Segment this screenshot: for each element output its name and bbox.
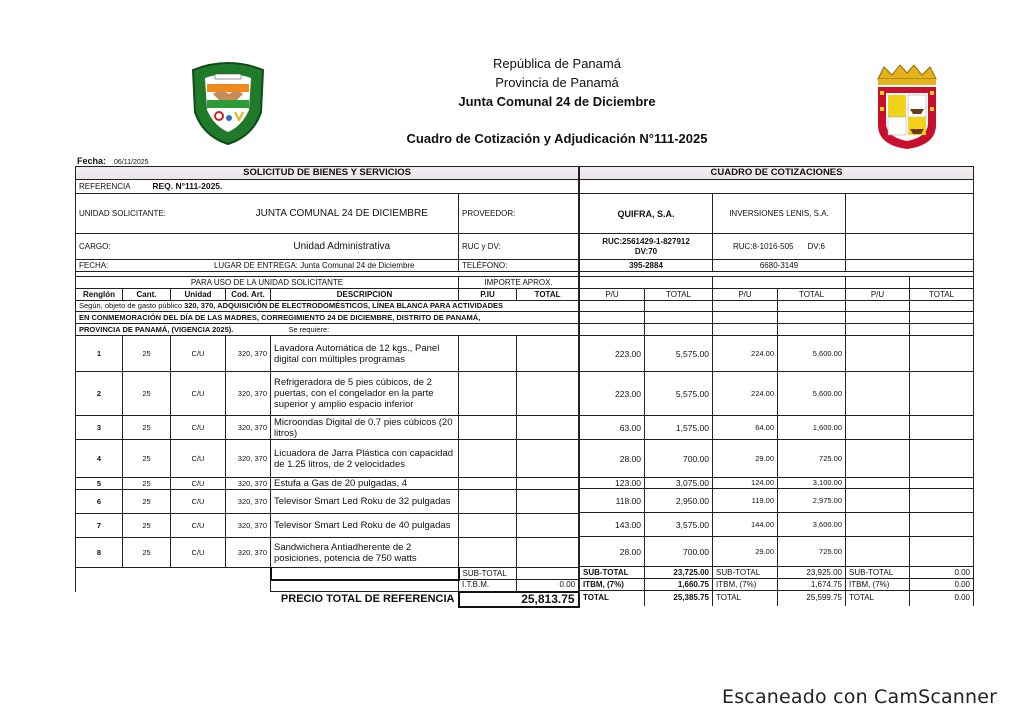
p3-itbm-label: ITBM, (7%) — [846, 579, 910, 591]
item-description: Licuadora de Jarra Plástica con capacidad de 1.25 litros, de 2 velocidades — [271, 440, 459, 478]
p3-unit-price — [846, 336, 910, 372]
p2-line-total: 3,100.00 — [778, 478, 846, 489]
p3-line-total — [910, 440, 974, 478]
header-entity: Junta Comunal 24 de Diciembre — [458, 94, 656, 109]
p2-grand-total: 25,599.75 — [778, 591, 846, 606]
ruc-label: RUC y DV: — [459, 234, 579, 260]
total-row — [580, 591, 974, 606]
item-pu-aprox — [459, 478, 517, 490]
col-p1-pu: P/U — [580, 289, 645, 301]
proveedor-label: PROVEEDOR: — [459, 194, 579, 234]
se-requiere: Se requiere: — [288, 324, 330, 334]
item-unidad: C/U — [171, 336, 226, 372]
quote-row — [580, 416, 974, 440]
p3-line-total — [910, 489, 974, 513]
provider-3-name — [846, 194, 974, 234]
item-cant: 25 — [123, 478, 171, 490]
p1-unit-price: 28.00 — [580, 440, 645, 478]
item-unidad: C/U — [171, 440, 226, 478]
p1-line-total: 5,575.00 — [645, 336, 713, 372]
p2-unit-price: 224.00 — [713, 372, 778, 416]
itbm-label: I.T.B.M. — [459, 580, 517, 592]
cotizaciones-table — [579, 166, 974, 606]
p2-line-total: 5,600.00 — [778, 336, 846, 372]
p1-subtotal: 23,725.00 — [645, 567, 713, 579]
p1-line-total: 3,575.00 — [645, 513, 713, 537]
quote-row — [580, 489, 974, 513]
objeto-gasto-line2: EN CONMEMORACIÓN DEL DÍA DE LAS MADRES, CORREGIMIENTO 24 DE DICIEMBRE, DISTRITO DE PANAMÁ, — [76, 312, 579, 324]
item-renglon: 2 — [76, 372, 123, 416]
provider-1-name: QUIFRA, S.A. — [580, 194, 713, 234]
subtotal-value — [517, 568, 579, 580]
item-cod-art: 320, 370 — [226, 490, 271, 514]
item-unidad: C/U — [171, 490, 226, 514]
p2-unit-price: 29.00 — [713, 537, 778, 567]
p1-unit-price: 123.00 — [580, 478, 645, 489]
col-p2-pu: P/U — [713, 289, 778, 301]
dv-value: DV:6 — [807, 241, 825, 251]
item-unidad: C/U — [171, 372, 226, 416]
p3-line-total — [910, 416, 974, 440]
item-cant: 25 — [123, 440, 171, 478]
blank-row — [580, 180, 974, 194]
item-total-aprox — [517, 538, 579, 568]
subtotal-label: SUB-TOTAL — [459, 568, 517, 580]
item-cant: 25 — [123, 514, 171, 538]
blank-cell — [910, 277, 974, 289]
p2-unit-price: 144.00 — [713, 513, 778, 537]
item-total-aprox — [517, 490, 579, 514]
item-row — [76, 490, 579, 514]
p3-unit-price — [846, 416, 910, 440]
item-unidad: C/U — [171, 538, 226, 568]
lugar-entrega: LUGAR DE ENTREGA: Junta Comunal 24 de Diciembre — [171, 260, 459, 272]
item-description: Sandwichera Antiadherente de 2 posiciones, potencia de 750 watts — [271, 538, 459, 568]
importe-aprox-label: IMPORTE APROX. — [459, 277, 579, 289]
quote-row — [580, 372, 974, 416]
p1-line-total: 1,575.00 — [645, 416, 713, 440]
cargo-label: CARGO: — [76, 234, 226, 260]
unidad-solicitante-value: JUNTA COMUNAL 24 DE DICIEMBRE — [226, 194, 459, 234]
p3-line-total — [910, 372, 974, 416]
p2-unit-price: 64.00 — [713, 416, 778, 440]
p2-subtotal-label: SUB-TOTAL — [713, 567, 778, 579]
item-pu-aprox — [459, 416, 517, 440]
p2-subtotal: 23,925.00 — [778, 567, 846, 579]
col-cod-art: Cod. Art. — [226, 289, 271, 301]
p1-unit-price: 118.00 — [580, 489, 645, 513]
blank-cell — [580, 277, 713, 289]
p1-line-total: 5,575.00 — [645, 372, 713, 416]
precio-total-label: PRECIO TOTAL DE REFERENCIA — [280, 593, 455, 606]
solicitud-table — [75, 166, 580, 608]
p1-itbm-label: ITBM, (7%) — [580, 579, 645, 591]
p2-line-total: 725.00 — [778, 440, 846, 478]
cargo-value: Unidad Administrativa — [226, 234, 459, 260]
fecha-value: 06/11/2025 — [114, 159, 149, 166]
col-p3-total: TOTAL — [910, 289, 974, 301]
p3-total-label: TOTAL — [846, 591, 910, 606]
blank-cell — [76, 568, 271, 580]
item-total-aprox — [517, 416, 579, 440]
item-pu-aprox — [459, 490, 517, 514]
col-descripcion: DESCRIPCION — [271, 289, 459, 301]
p3-unit-price — [846, 372, 910, 416]
p1-line-total: 3,075.00 — [645, 478, 713, 489]
p3-unit-price — [846, 489, 910, 513]
solicitud-title: SOLICITUD DE BIENES Y SERVICIOS — [76, 167, 579, 180]
p1-grand-total: 25,385.75 — [645, 591, 713, 606]
item-unidad: C/U — [171, 514, 226, 538]
fecha-field — [77, 156, 149, 166]
p2-line-total: 2,975.00 — [778, 489, 846, 513]
item-cod-art: 320, 370 — [226, 372, 271, 416]
item-pu-aprox — [459, 372, 517, 416]
p3-unit-price — [846, 513, 910, 537]
item-row — [76, 478, 579, 490]
p2-total-label: TOTAL — [713, 591, 778, 606]
blank-cell — [713, 277, 846, 289]
p2-unit-price: 224.00 — [713, 336, 778, 372]
item-row — [76, 440, 579, 478]
col-renglon: Renglón — [76, 289, 123, 301]
itbm-row — [580, 579, 974, 591]
p1-subtotal-label: SUB-TOTAL — [580, 567, 645, 579]
blank-cell — [846, 277, 910, 289]
provider-3-telefono — [846, 260, 974, 272]
item-total-aprox — [517, 514, 579, 538]
camscanner-watermark: Escaneado con CamScanner — [722, 686, 998, 708]
p2-itbm: 1,674.75 — [778, 579, 846, 591]
blank-desc-cell — [271, 580, 459, 592]
item-cod-art: 320, 370 — [226, 538, 271, 568]
item-renglon: 5 — [76, 478, 123, 490]
provider-2-name: INVERSIONES LENIS, S.A. — [713, 194, 846, 234]
item-row — [76, 538, 579, 568]
item-pu-aprox — [459, 336, 517, 372]
item-cod-art: 320, 370 — [226, 514, 271, 538]
provider-1-telefono: 395-2884 — [580, 260, 713, 272]
p1-total-label: TOTAL — [580, 591, 645, 606]
fecha-label: Fecha: — [77, 156, 107, 166]
item-pu-aprox — [459, 538, 517, 568]
vigencia: PROVINCIA DE PANAMÁ, (VIGENCIA 2025). — [79, 324, 234, 334]
p3-line-total — [910, 537, 974, 567]
item-cant: 25 — [123, 538, 171, 568]
item-renglon: 1 — [76, 336, 123, 372]
subtotal-row — [580, 567, 974, 579]
document-title: Cuadro de Cotización y Adjudicación N°111-2025 — [406, 131, 708, 146]
p1-line-total: 700.00 — [645, 537, 713, 567]
p2-unit-price: 119.00 — [713, 489, 778, 513]
item-description: Estufa a Gas de 20 pulgadas, 4 — [271, 478, 459, 490]
blank-cell — [76, 580, 271, 592]
item-renglon: 8 — [76, 538, 123, 568]
item-total-aprox — [517, 478, 579, 490]
item-cant: 25 — [123, 490, 171, 514]
blank-desc-cell — [271, 568, 459, 580]
unidad-solicitante-label: UNIDAD SOLICITANTE: — [76, 194, 226, 234]
uso-unidad-label: PARA USO DE LA UNIDAD SOLICITANTE — [76, 277, 459, 289]
item-cant: 25 — [123, 336, 171, 372]
p3-line-total — [910, 513, 974, 537]
col-pu: P.IU — [459, 289, 517, 301]
item-row — [76, 336, 579, 372]
provider-3-ruc — [846, 234, 974, 260]
p1-unit-price: 63.00 — [580, 416, 645, 440]
provider-1-ruc — [580, 234, 713, 260]
item-cant: 25 — [123, 416, 171, 440]
item-description: Microondas Digital de 0.7 pies cúbicos (20 litros) — [271, 416, 459, 440]
p2-line-total: 5,600.00 — [778, 372, 846, 416]
p1-unit-price: 223.00 — [580, 336, 645, 372]
p3-unit-price — [846, 537, 910, 567]
p2-line-total: 1,600.00 — [778, 416, 846, 440]
ruc-value: RUC:2561429-1-827912 — [602, 236, 690, 246]
item-description: Televisor Smart Led Roku de 32 pulgadas — [271, 490, 459, 514]
p2-itbm-label: ITBM, (7%) — [713, 579, 778, 591]
item-cod-art: 320, 370 — [226, 416, 271, 440]
item-cod-art: 320, 370 — [226, 336, 271, 372]
item-total-aprox — [517, 440, 579, 478]
item-cant: 25 — [123, 372, 171, 416]
p1-line-total: 700.00 — [645, 440, 713, 478]
ruc-value: RUC:8-1016-505 — [733, 241, 794, 251]
p1-unit-price: 28.00 — [580, 537, 645, 567]
item-total-aprox — [517, 336, 579, 372]
quote-row — [580, 513, 974, 537]
referencia-value: REQ. N°111-2025. — [152, 181, 223, 191]
quote-row — [580, 537, 974, 567]
objeto-gasto-line1 — [76, 301, 579, 312]
p3-line-total — [910, 478, 974, 489]
item-unidad: C/U — [171, 478, 226, 490]
objeto-gasto-line3 — [76, 324, 579, 336]
p2-unit-price: 29.00 — [713, 440, 778, 478]
quote-row — [580, 440, 974, 478]
referencia-row — [76, 180, 579, 194]
item-description: Lavadora Automática de 12 kgs., Panel digital con múltiples programas — [271, 336, 459, 372]
p3-unit-price — [846, 440, 910, 478]
header-province: Provincia de Panamá — [495, 75, 619, 90]
item-renglon: 6 — [76, 490, 123, 514]
item-renglon: 3 — [76, 416, 123, 440]
cotizaciones-title: CUADRO DE COTIZACIONES — [580, 167, 974, 180]
item-row — [76, 514, 579, 538]
objeto-bold: 320, 370, ADQUISICIÓN DE ELECTRODOMÉSTICOS, LÍNEA BLANCA PARA ACTIVIDADES — [184, 301, 504, 310]
quote-row — [580, 336, 974, 372]
p3-subtotal-label: SUB-TOTAL — [846, 567, 910, 579]
quote-row — [580, 478, 974, 489]
item-row — [76, 416, 579, 440]
provider-2-ruc — [713, 234, 846, 260]
p1-unit-price: 143.00 — [580, 513, 645, 537]
item-cod-art: 320, 370 — [226, 478, 271, 490]
col-p2-total: TOTAL — [778, 289, 846, 301]
p3-grand-total: 0.00 — [910, 591, 974, 606]
p3-itbm: 0.00 — [910, 579, 974, 591]
item-total-aprox — [517, 372, 579, 416]
provider-2-telefono: 6680-3149 — [713, 260, 846, 272]
item-row — [76, 372, 579, 416]
item-description: Refrigeradora de 5 pies cúbicos, de 2 puertas, con el congelador en la parte superior y amplio espacio inferior — [271, 372, 459, 416]
col-cant: Cant. — [123, 289, 171, 301]
col-p3-pu: P/U — [846, 289, 910, 301]
objeto-prefix: Según, objeto de gasto público — [79, 301, 185, 310]
p1-unit-price: 223.00 — [580, 372, 645, 416]
item-pu-aprox — [459, 514, 517, 538]
itbm-value: 0.00 — [517, 580, 579, 592]
p2-line-total: 725.00 — [778, 537, 846, 567]
item-renglon: 7 — [76, 514, 123, 538]
p2-line-total: 3,600.00 — [778, 513, 846, 537]
dv-value: DV:70 — [634, 246, 658, 256]
telefono-label: TELÉFONO: — [459, 260, 579, 272]
p1-itbm: 1,660.75 — [645, 579, 713, 591]
p2-unit-price: 124.00 — [713, 478, 778, 489]
header-country: República de Panamá — [493, 56, 621, 71]
item-renglon: 4 — [76, 440, 123, 478]
referencia-label: REFERENCIA — [79, 182, 131, 191]
col-p1-total: TOTAL — [645, 289, 713, 301]
item-unidad: C/U — [171, 416, 226, 440]
p3-unit-price — [846, 478, 910, 489]
item-pu-aprox — [459, 440, 517, 478]
item-cod-art: 320, 370 — [226, 440, 271, 478]
p1-line-total: 2,950.00 — [645, 489, 713, 513]
item-description: Televisor Smart Led Roku de 40 pulgadas — [271, 514, 459, 538]
p3-line-total — [910, 336, 974, 372]
p3-subtotal: 0.00 — [910, 567, 974, 579]
precio-total-value: 25,813.75 — [459, 592, 579, 607]
col-unidad: Unidad — [171, 289, 226, 301]
fecha-label-row: FECHA: — [76, 260, 171, 272]
col-total: TOTAL — [517, 289, 579, 301]
